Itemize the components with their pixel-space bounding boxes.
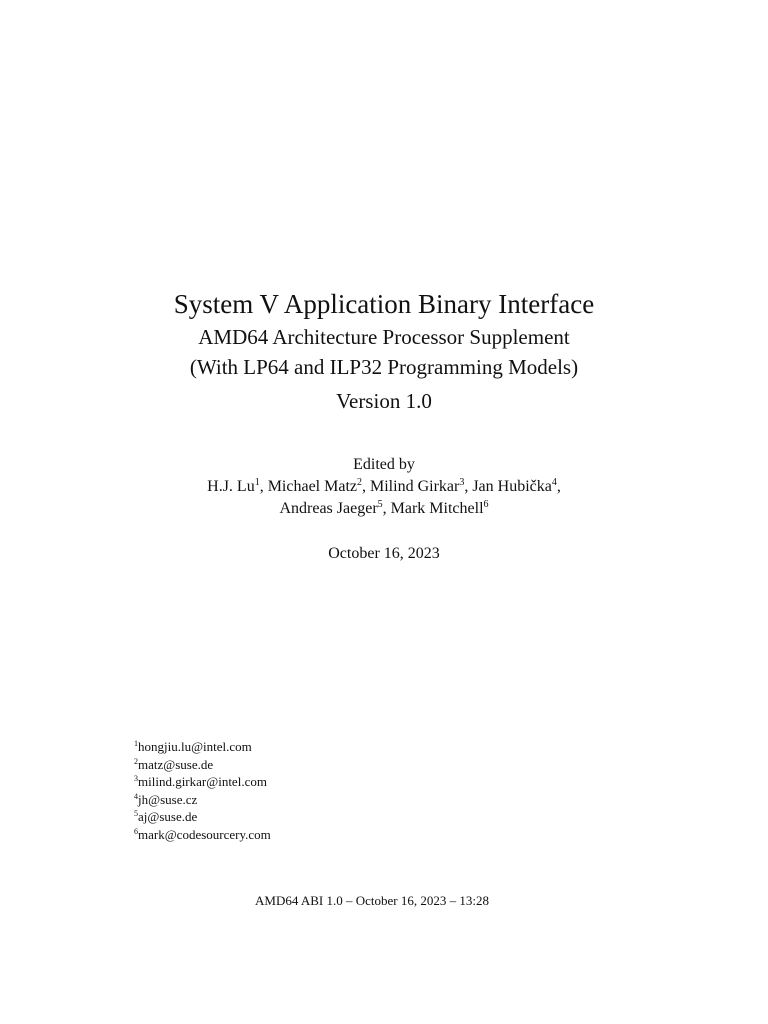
- footnote-email: aj@suse.de: [138, 809, 198, 824]
- footnote-email: jh@suse.cz: [138, 791, 198, 807]
- footnote-mark: 5: [134, 809, 138, 818]
- edited-by-heading: Edited by: [353, 456, 415, 473]
- editor-footnote-mark: 5: [377, 499, 383, 510]
- footnote-item: [134, 808, 271, 826]
- footnote-item: [134, 773, 271, 791]
- footnote-item: [134, 756, 271, 774]
- title-block: [0, 286, 768, 416]
- footnote-mark: 6: [134, 826, 138, 836]
- footnote-email: milind.girkar@intel.com: [138, 774, 267, 789]
- footnote-item: [134, 826, 271, 844]
- document-version: Version 1.0: [336, 389, 432, 413]
- editor-name: Milind Girkar: [370, 478, 460, 495]
- editor-footnote-mark: 4: [551, 477, 557, 488]
- editor-separator: ,: [259, 478, 268, 495]
- document-title: System V Application Binary Interface: [173, 289, 595, 319]
- editor-name: Jan Hubička: [472, 478, 552, 495]
- editor-footnote-mark: 6: [483, 499, 489, 510]
- footnote-email: hongjiu.lu@intel.com: [138, 739, 252, 754]
- document-subtitle: AMD64 Architecture Processor Supplement: [198, 325, 570, 349]
- editor-footnote-mark: 1: [254, 477, 260, 488]
- editor-name: H.J. Lu: [207, 478, 255, 495]
- document-subtitle-models: (With LP64 and ILP32 Programming Models): [189, 355, 579, 379]
- editors-line-1: [0, 476, 768, 498]
- document-date: October 16, 2023: [328, 545, 440, 562]
- editor-name: Michael Matz: [267, 478, 357, 495]
- footnotes: [134, 738, 271, 843]
- footnote-mark: 2: [134, 756, 138, 766]
- page-footer: AMD64 ABI 1.0 – October 16, 2023 – 13:28: [255, 893, 489, 908]
- footnote-item: [134, 791, 271, 809]
- editors-block: [0, 454, 768, 520]
- editor-separator: ,: [362, 478, 370, 495]
- editor-footnote-mark: 2: [357, 477, 362, 488]
- footnote-mark: 4: [134, 791, 138, 801]
- editor-footnote-mark: 3: [459, 477, 465, 488]
- footnote-email: mark@codesourcery.com: [138, 826, 271, 842]
- editor-name: Andreas Jaeger: [279, 500, 378, 517]
- editor-separator: ,: [556, 478, 561, 495]
- editor-name: Mark Mitchell: [390, 500, 484, 517]
- footnote-item: [134, 738, 271, 756]
- editor-separator: ,: [382, 500, 391, 517]
- editor-separator: ,: [464, 478, 473, 495]
- footnote-mark: 1: [134, 739, 138, 748]
- footnote-email: matz@suse.de: [138, 756, 214, 772]
- footnote-mark: 3: [134, 774, 138, 783]
- editors-line-2: [0, 498, 768, 520]
